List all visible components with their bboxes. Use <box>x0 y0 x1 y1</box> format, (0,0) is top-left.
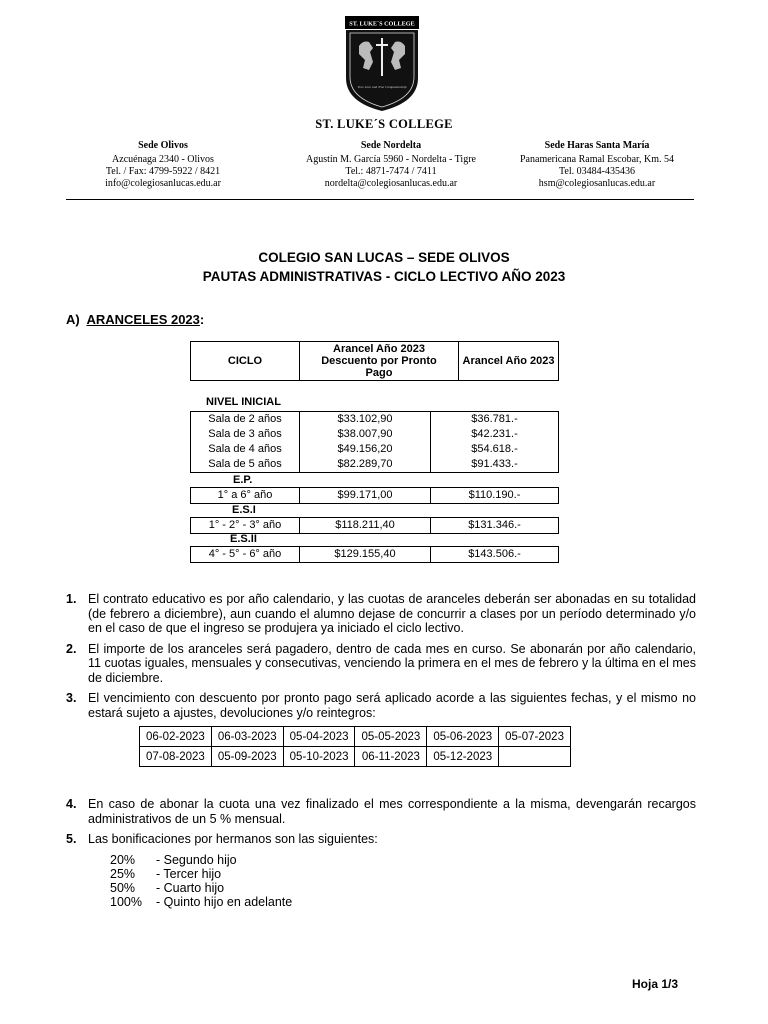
date-cell: 05-07-2023 <box>499 727 571 747</box>
cell-fee: $54.618.- <box>471 443 518 455</box>
cell-discount: $129.155,40 <box>300 547 431 563</box>
sede-title: Sede Haras Santa María <box>544 140 650 151</box>
discount-label: - Segundo hijo <box>156 853 237 867</box>
sede-email: info@colegiosanlucas.edu.ar <box>105 178 221 189</box>
table-row <box>140 747 571 767</box>
item-text: Las bonificaciones por hermanos son las siguientes: <box>88 832 378 846</box>
table-row <box>191 547 559 563</box>
item-text: En caso de abonar la cuota una vez finalizado el mes correspondiente a la misma, devengarán recargos administrativos de un 5 % mensual. <box>88 797 696 826</box>
item-number: 3. <box>66 691 77 705</box>
list-item <box>66 642 696 686</box>
item-number: 4. <box>66 797 77 811</box>
fees-table-esi <box>190 517 559 534</box>
sede-address: Agustín M. García 5960 - Nordelta - Tigre <box>306 154 476 165</box>
sede-email: nordelta@colegiosanlucas.edu.ar <box>324 178 458 189</box>
table-row <box>191 442 559 457</box>
discount-pct: 25% <box>110 867 136 881</box>
level-label-esi: E.S.I <box>232 504 256 516</box>
item-number: 1. <box>66 592 77 606</box>
date-cell: 05-09-2023 <box>211 747 283 767</box>
section-title: ARANCELES 2023 <box>86 312 200 327</box>
table-row <box>191 518 559 534</box>
date-cell: 05-12-2023 <box>427 747 499 767</box>
cell-fee: $143.506.- <box>468 548 521 560</box>
cell-fee: $131.346.- <box>468 519 521 531</box>
cell-discount: $33.102,90 <box>300 412 431 428</box>
cell-ciclo: Sala de 4 años <box>191 442 300 457</box>
list-item <box>66 592 696 636</box>
item-text: El importe de los aranceles será pagadero, dentro de cada mes en curso. Se abonarán por año calendario, 11 cuotas iguales, mensuales y consecutivas, venciendo la primera en el mes de febrero y la última en el mes de diciembre. <box>88 641 696 685</box>
discount-label: - Tercer hijo <box>156 867 222 881</box>
sede-phone: Tel. / Fax: 4799-5922 / 8421 <box>105 166 221 177</box>
date-cell: 06-03-2023 <box>211 727 283 747</box>
fees-table-header <box>190 341 559 381</box>
cell-ciclo: Sala de 5 años <box>191 457 300 473</box>
date-cell <box>499 747 571 767</box>
level-label-ep: E.P. <box>233 474 253 486</box>
sede-address: Azcuénaga 2340 - Olivos <box>112 154 214 165</box>
cell-fee: $36.781.- <box>471 413 518 425</box>
date-cell: 05-05-2023 <box>355 727 427 747</box>
list-item <box>66 832 696 847</box>
header-divider <box>66 199 694 200</box>
discount-pct: 50% <box>110 881 136 895</box>
sede-phone: Tel. 03484-435436 <box>559 166 635 177</box>
date-cell: 06-02-2023 <box>140 727 212 747</box>
date-cell: 05-04-2023 <box>283 727 355 747</box>
section-heading <box>66 312 204 327</box>
cell-ciclo: Sala de 2 años <box>191 412 300 428</box>
college-crest-logo <box>345 16 419 112</box>
discount-row <box>110 881 292 895</box>
level-label-inicial: NIVEL INICIAL <box>206 396 281 408</box>
cell-discount: $118.211,40 <box>300 518 431 534</box>
items-list-bottom <box>66 797 696 847</box>
item-text: El vencimiento con descuento por pronto pago será aplicado acorde a las siguientes fechas, y el mismo no estará sujeto a ajustes, devoluciones y/o reintegros: <box>88 691 696 720</box>
fees-table-esii <box>190 546 559 563</box>
item-text: El contrato educativo es por año calendario, y las cuotas de aranceles deberán ser abonadas en su totalidad (de febrero a diciembre), aun cuando el alumno dejase de concurrir a clases por un período determinado y/o en el caso de que el ingreso se produjera ya iniciado el ciclo lectivo. <box>88 592 696 635</box>
table-row <box>191 457 559 473</box>
discount-pct: 100% <box>110 895 142 909</box>
date-cell: 06-11-2023 <box>355 747 427 767</box>
discount-label: - Quinto hijo en adelante <box>156 895 293 909</box>
discount-row <box>110 867 292 881</box>
crest-motto: True Love and True Companionship <box>357 85 407 89</box>
cell-discount: $82.289,70 <box>300 457 431 473</box>
discount-row <box>110 895 292 909</box>
item-number: 2. <box>66 641 77 656</box>
sede-address: Panamericana Ramal Escobar, Km. 54 <box>520 154 674 165</box>
cell-fee: $91.433.- <box>471 458 518 470</box>
page-number: Hoja 1/3 <box>632 977 679 991</box>
header-fee: Arancel Año 2023 <box>459 342 559 381</box>
cell-ciclo: 1° a 6° año <box>191 488 300 504</box>
sede-haras <box>482 140 712 190</box>
header-ciclo: CICLO <box>191 342 300 381</box>
list-item <box>66 797 696 826</box>
cell-discount: $49.156,20 <box>300 442 431 457</box>
table-row <box>191 427 559 442</box>
crest-title: ST. LUKE´S COLLEGE <box>349 20 415 28</box>
table-row <box>191 412 559 428</box>
cell-discount: $38.007,90 <box>300 427 431 442</box>
cell-discount: $99.171,00 <box>300 488 431 504</box>
list-item <box>66 691 696 720</box>
cell-ciclo: 4° - 5° - 6° año <box>191 547 300 563</box>
cell-fee: $42.231.- <box>471 428 518 440</box>
fees-table-ep <box>190 487 559 504</box>
cell-fee: $110.190.- <box>468 489 521 501</box>
discount-row <box>110 853 292 867</box>
document-title: COLEGIO SAN LUCAS – SEDE OLIVOS <box>258 250 510 265</box>
college-name: ST. LUKE´S COLLEGE <box>315 117 453 131</box>
sede-email: hsm@colegiosanlucas.edu.ar <box>538 178 656 189</box>
table-row <box>140 727 571 747</box>
date-cell: 05-06-2023 <box>427 727 499 747</box>
items-list-top <box>66 592 696 720</box>
sede-phone: Tel.: 4871-7474 / 7411 <box>345 166 437 177</box>
document-subtitle: PAUTAS ADMINISTRATIVAS - CICLO LECTIVO AÑO 2023 <box>202 269 566 284</box>
level-label-esii: E.S.II <box>230 533 257 545</box>
discount-pct: 20% <box>110 853 136 867</box>
header-discount: Arancel Año 2023 Descuento por Pronto Pago <box>300 342 459 381</box>
item-number: 5. <box>66 832 77 846</box>
due-dates-table <box>139 726 571 767</box>
date-cell: 05-10-2023 <box>283 747 355 767</box>
sibling-discounts <box>110 853 292 909</box>
fees-table-inicial <box>190 411 559 473</box>
cell-ciclo: 1° - 2° - 3° año <box>191 518 300 534</box>
date-cell: 07-08-2023 <box>140 747 212 767</box>
sede-nordelta <box>276 140 506 190</box>
sede-title: Sede Olivos <box>138 140 188 151</box>
discount-label: - Cuarto hijo <box>156 881 225 895</box>
sede-title: Sede Nordelta <box>360 140 422 151</box>
cell-ciclo: Sala de 3 años <box>191 427 300 442</box>
section-letter: A) <box>66 312 80 327</box>
section-colon: : <box>199 312 205 327</box>
sede-olivos <box>48 140 278 190</box>
table-row <box>191 488 559 504</box>
